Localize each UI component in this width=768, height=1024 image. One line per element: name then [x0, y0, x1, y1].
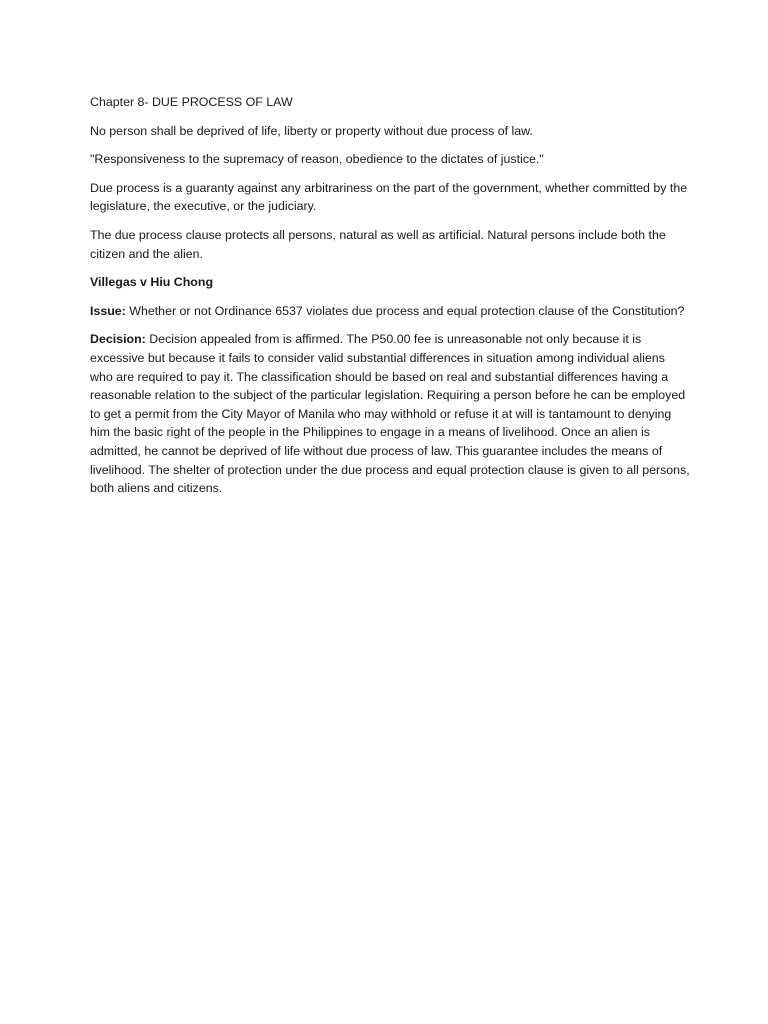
decision-text: Decision appealed from is affirmed. The P50.00 fee is unreasonable not only because it is excessive but because it fails to consider valid substantial differences in situation among individual aliens who are required to pay it. The classification should be based on real and substantial differences having a reasonable relation to the subject of the particular legislation. Requiring a person before he can be employed to get a permit from the City Mayor of Manila who may withhold or refuse it at will is tantamount to denying him the basic right of the people in the Philippines to engage in a means of livelihood. Once an alien is admitted, he cannot be deprived of life without due process of law. This guarantee includes the means of livelihood. The shelter of protection under the due process and equal protection clause is given to all persons, both aliens and citizens.	[90, 332, 690, 496]
document-body	[90, 93, 690, 508]
paragraph-guaranty: Due process is a guaranty against any arbitrariness on the part of the government, whether committed by the legislature, the executive, or the judiciary.	[90, 180, 688, 214]
issue-label: Issue:	[90, 303, 126, 318]
issue-text: Whether or not Ordinance 6537 violates due process and equal protection clause of the Constitution?	[125, 303, 685, 318]
case-title: Villegas v Hiu Chong	[90, 275, 214, 290]
decision-paragraph	[90, 330, 690, 497]
paragraph-due-process-statement: No person shall be deprived of life, liberty or property without due process of law.	[90, 123, 533, 138]
paragraph-responsiveness-quote: "Responsiveness to the supremacy of reason, obedience to the dictates of justice."	[90, 152, 544, 167]
chapter-title: Chapter 8- DUE PROCESS OF LAW	[90, 95, 293, 109]
paragraph-persons-protected: The due process clause protects all persons, natural as well as artificial. Natural persons include both the citizen and the alien.	[90, 227, 666, 261]
decision-label: Decision:	[90, 332, 146, 347]
issue-paragraph	[90, 302, 690, 321]
